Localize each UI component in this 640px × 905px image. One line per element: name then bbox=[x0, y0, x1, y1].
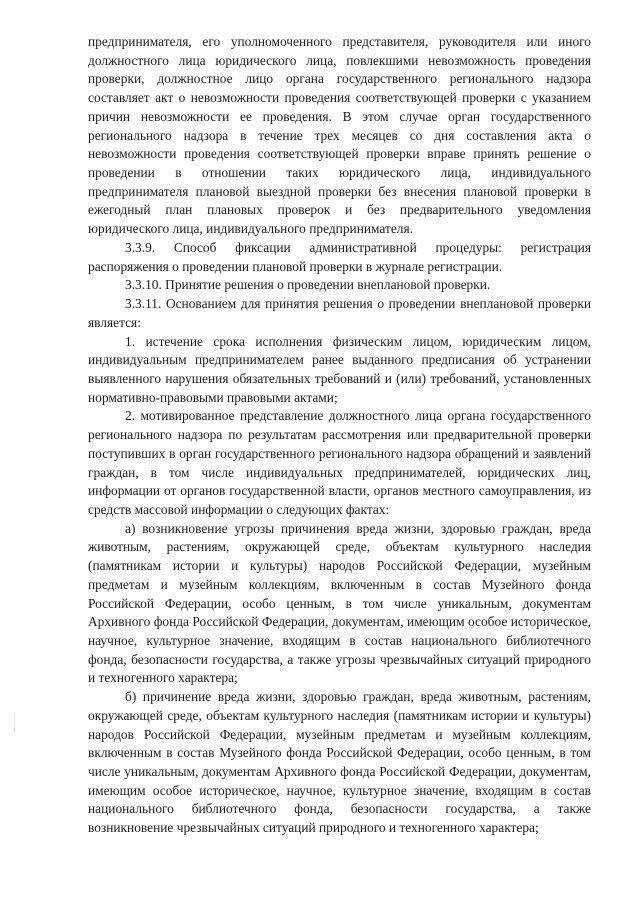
paragraph-3-3-10: 3.3.10. Принятие решения о проведении внеплановой проверки. bbox=[125, 277, 491, 293]
scan-margin-mark bbox=[14, 712, 15, 732]
sub-item-a: а) возникновение угрозы причинения вреда жизни, здоровью граждан, вреда животным, растениям, окружающей среде, объектам культурного наследия (памятникам истории и культуры) народов Российской Федерации, музейным предметам и музейным коллекциям, включенным в состав Музейного фонда Российской Федерации, особо ценным, в том числе уникальным, документам Архивного фонда Российской Федерации, документам, имеющим особое историческое, научное, культурное значение, входящим в состав национального библиотечного фонда, безопасности государства, а также угрозы чрезвычайных ситуаций природного и техногенного характера; bbox=[88, 520, 591, 686]
list-item-1: 1. истечение срока исполнения физическим лицом, юридическим лицом, индивидуальным предпринимателем ранее выданного предписания об устранении выявленного нарушения обязательных требований и (или) требований, установленных нормативно-правовыми правовыми актами; bbox=[88, 333, 591, 405]
paragraph-continuation: предпринимателя, его уполномоченного представителя, руководителя или иного должностного лица юридического лица, повлекшими невозможность проведения проверки, должностное лицо органа государственного регионального надзора составляет акт о невозможности проведения соответствующей проверки с указанием причин невозможности ее проведения. В этом случае орган государственного регионального надзора в течение трех месяцев со дня составления акта о невозможности проведения соответствующей проверки вправе принять решение о проведении в отношении таких юридического лица, индивидуального предпринимателя плановой выездной проверки без внесения плановой проверки в ежегодный план плановых проверок и без предварительного уведомления юридического лица, индивидуального предпринимателя. bbox=[88, 34, 591, 237]
sub-item-b: б) причинение вреда жизни, здоровью граждан, вреда животным, растениям, окружающей среде, объектам культурного наследия (памятникам истории и культуры) народов Российской Федерации, музейным предметам и музейным коллекциям, включенным в состав Музейного фонда Российской Федерации, особо ценным, в том числе уникальным, документам Архивного фонда Российской Федерации, документам, имеющим особое историческое, научное, культурное значение, входящим в состав национального библиотечного фонда, безопасности государства, а также возникновение чрезвычайных ситуаций природного и техногенного характера; bbox=[88, 689, 591, 836]
paragraph-3-3-9: 3.3.9. Способ фиксации административной процедуры: регистрация распоряжения о проведении плановой проверки в журнале регистрации. bbox=[88, 239, 591, 274]
paragraph-3-3-11: 3.3.11. Основанием для принятия решения о проведении внеплановой проверки является: bbox=[88, 296, 591, 330]
document-page bbox=[88, 33, 591, 838]
list-item-2: 2. мотивированное представление должностного лица органа государственного регионального надзора по результатам рассмотрения или предварительной проверки поступивших в орган государственного регионального надзора обращений и заявлений граждан, в том числе индивидуальных предпринимателей, юридических лиц, информации от органов государственной власти, органов местного самоуправления, из средств массовой информации о следующих фактах: bbox=[88, 408, 591, 517]
